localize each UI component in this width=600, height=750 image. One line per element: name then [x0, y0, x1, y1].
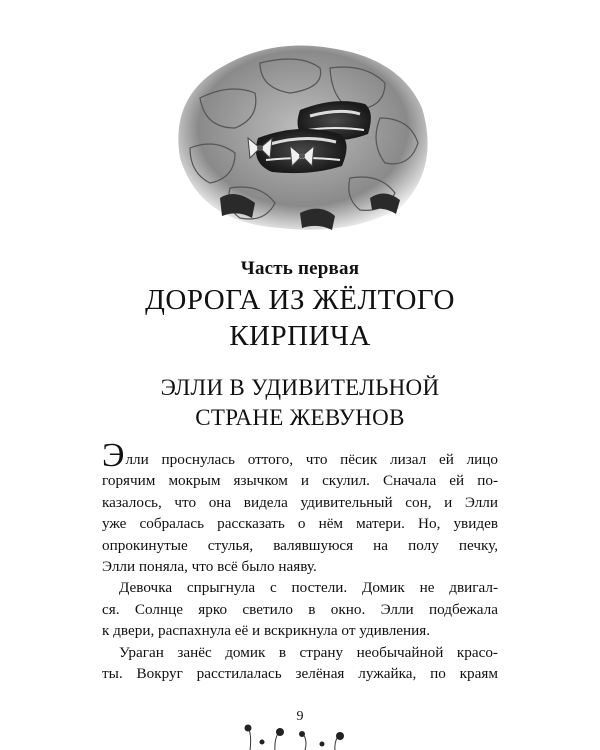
- paragraph-1: [102, 437, 498, 577]
- chapter-title-line-1: ЭЛЛИ В УДИВИТЕЛЬНОЙ: [160, 375, 440, 400]
- text-line: Элли поняла, что всё было наяву.: [102, 558, 317, 576]
- part-label: Часть первая: [240, 258, 360, 279]
- chapter-title: [0, 373, 600, 433]
- part-title-line-2: КИРПИЧА: [229, 320, 371, 352]
- text-line: ся. Солнце ярко светило в окно. Элли подбежала: [102, 600, 498, 618]
- part-title: [0, 282, 600, 354]
- text-line: ты. Вокруг расстилалась зелёная лужайка, по краям: [102, 665, 498, 683]
- paragraph-2: [102, 577, 498, 641]
- drop-cap: Э: [102, 437, 125, 474]
- chapter-title-line-2: СТРАНЕ ЖЕВУНОВ: [195, 405, 405, 430]
- text-line: Элли проснулась оттого, что пёсик лизал ей лицо: [102, 437, 498, 474]
- flowers-ornament: [230, 722, 370, 750]
- text-line: опрокинутые стулья, валявшуюся на полу печку,: [102, 536, 498, 554]
- text-line: Ураган занёс домик в страну необычайной красо-: [119, 643, 498, 661]
- body-text: [102, 437, 498, 684]
- text-line: уже собралась рассказать о нём матери. Но, увидев: [102, 515, 498, 533]
- part-title-line-1: ДОРОГА ИЗ ЖЁЛТОГО: [145, 284, 455, 316]
- text-line: казалось, что она видела удивительный сон, и Элли: [102, 493, 498, 511]
- text-line: к двери, распахнула её и вскрикнула от удивления.: [102, 622, 431, 640]
- page-number: 9: [296, 709, 304, 724]
- text-line: горячим мокрым язычком и скулил. Сначала ей по-: [102, 472, 498, 490]
- shoes-illustration: [160, 38, 440, 236]
- paragraph-3: [102, 642, 498, 685]
- text-line: Девочка спрыгнула с постели. Домик не двигал-: [119, 579, 498, 597]
